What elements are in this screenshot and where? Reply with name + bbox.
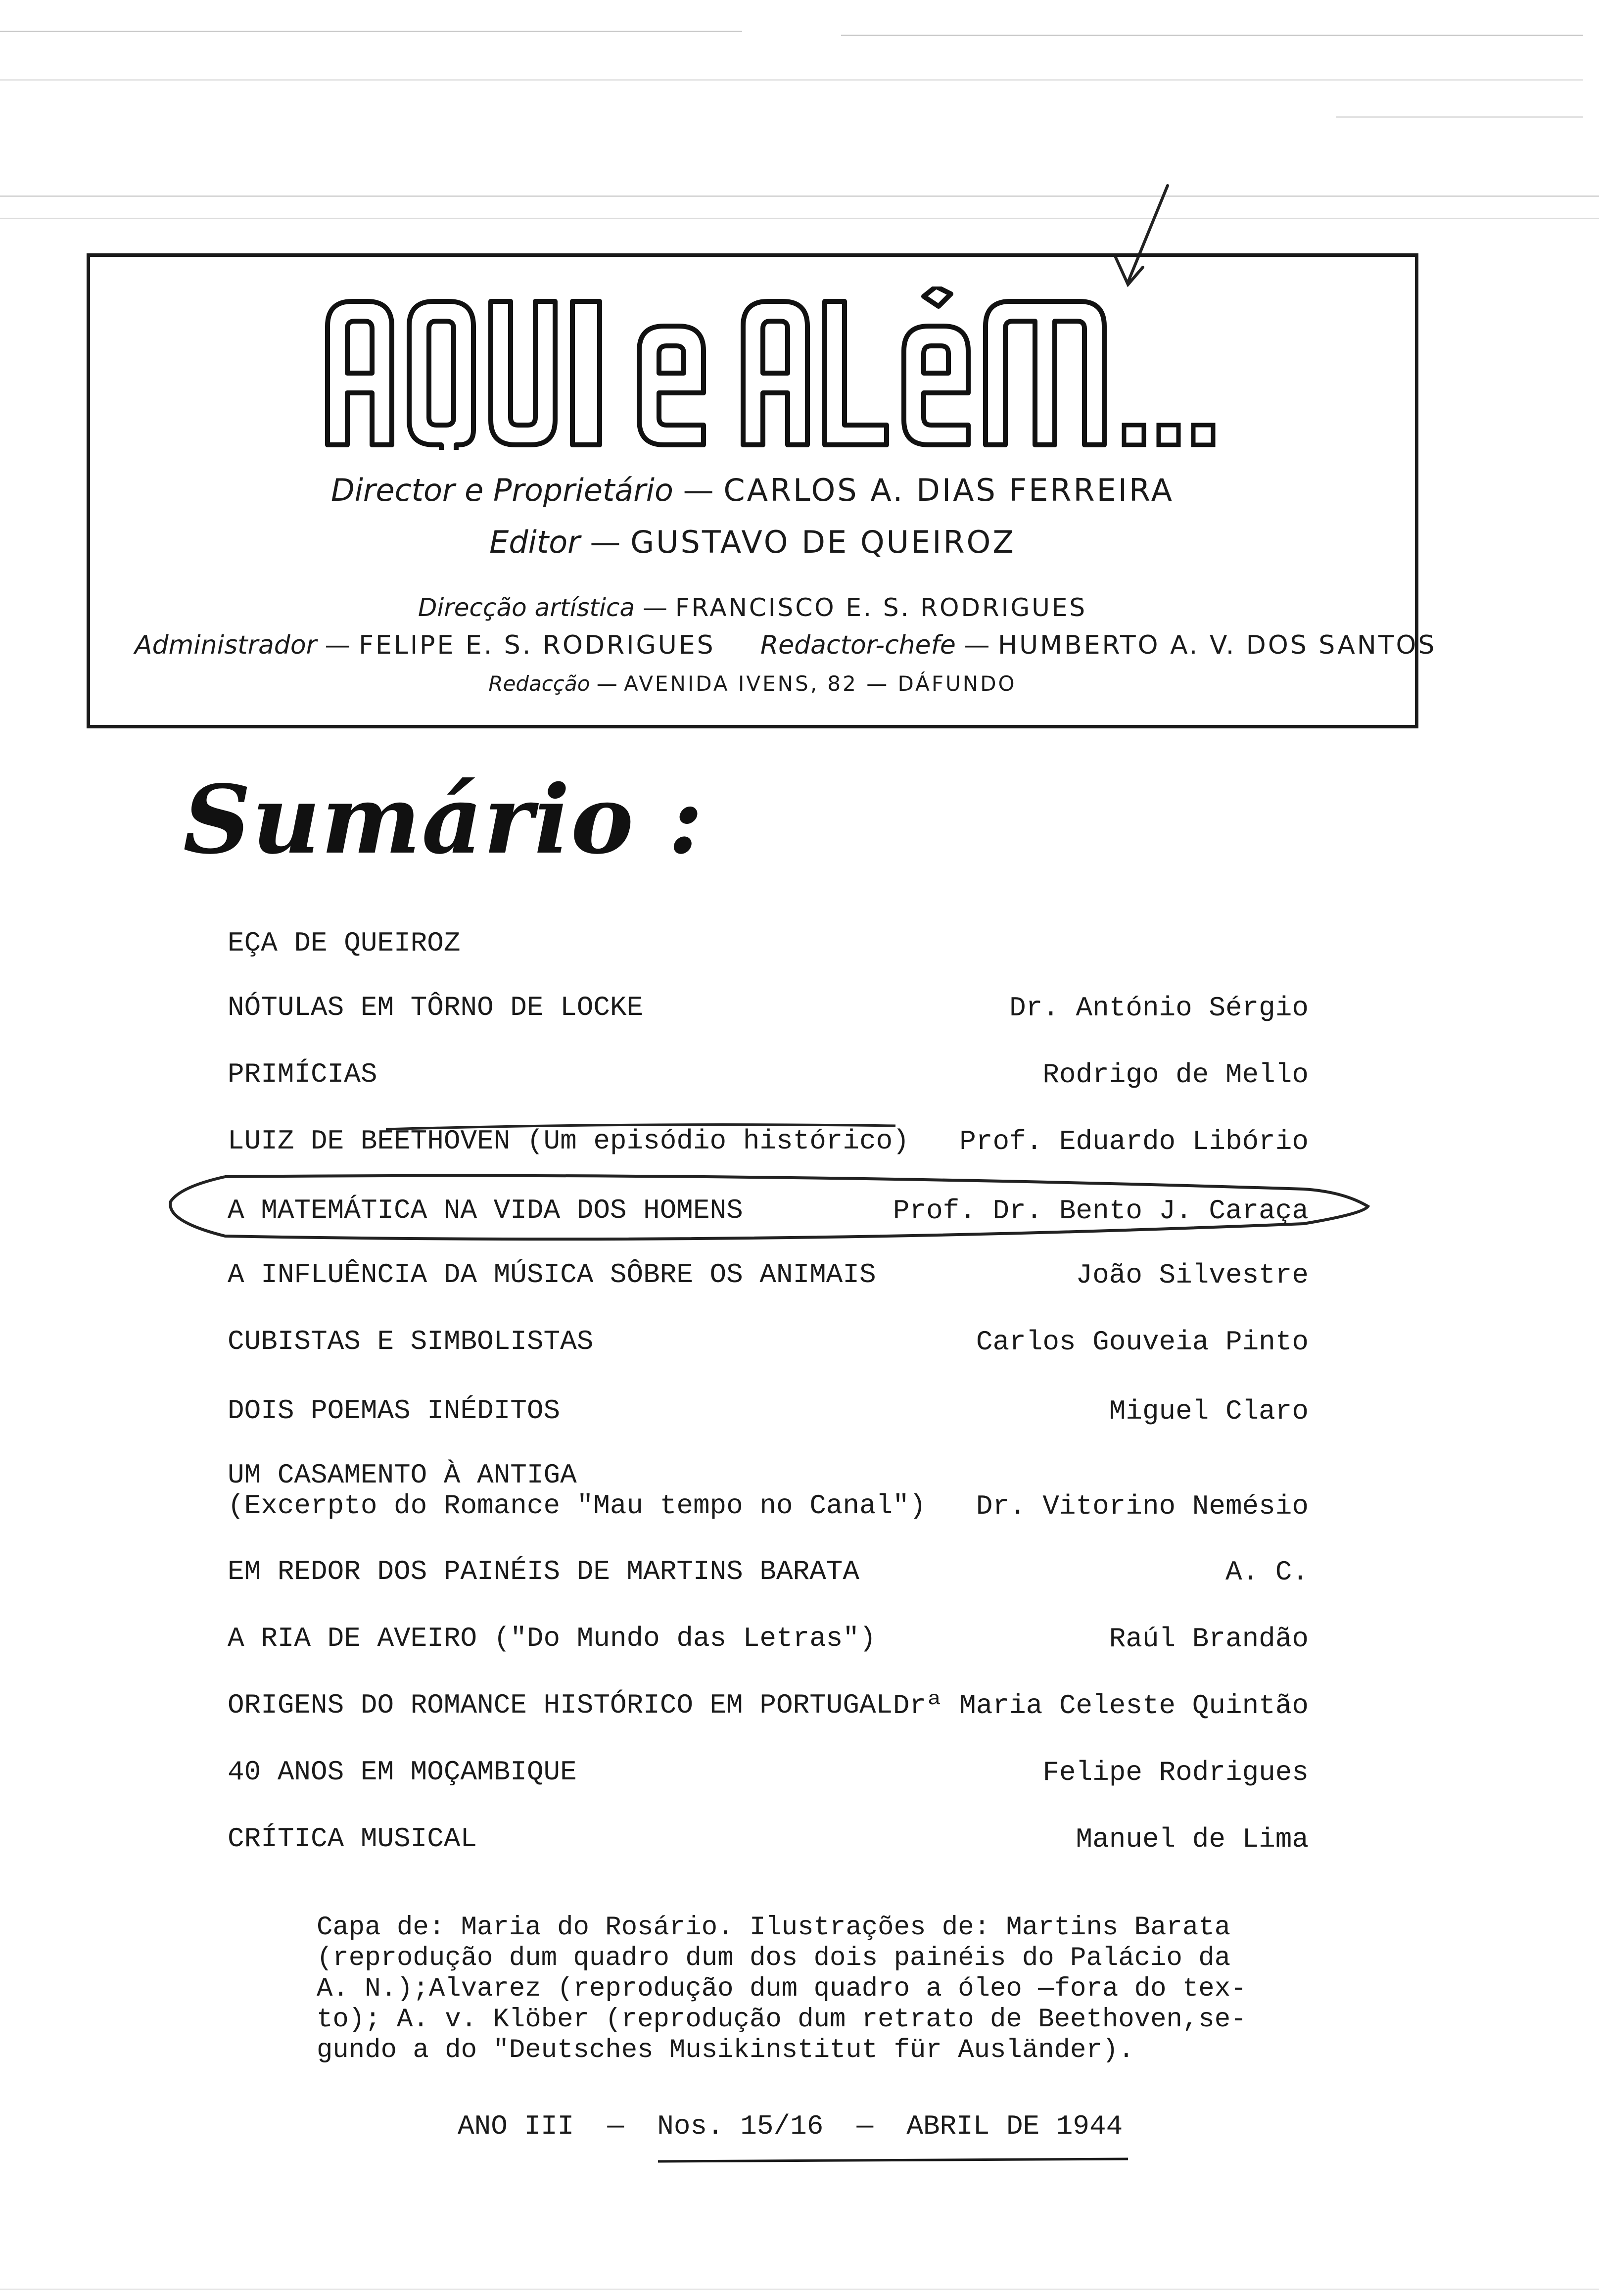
- scan-artifact: [0, 218, 1599, 219]
- scan-artifact: [0, 79, 1583, 81]
- illustration-credits: Capa de: Maria do Rosário. Ilustrações de: Martins Barata (reprodução dum quadro dum dos dois painéis do Palácio da A. N.);Alvarez (reprodução dum quadro a óleo —fora do tex- to); A. v. Klöber (reprodução dum retrato de Beethoven,se- gundo a do "Deutsches Musikinstitut für Ausländer).: [317, 1913, 1247, 2065]
- toc-item-author: Felipe Rodrigues: [1042, 1757, 1309, 1788]
- dash: —: [964, 630, 990, 660]
- toc-item-author: João Silvestre: [1076, 1259, 1309, 1291]
- dash: —: [325, 630, 351, 660]
- chief-name: HUMBERTO A. V. DOS SANTOS: [998, 630, 1437, 660]
- admin-name: FELIPE E. S. RODRIGUES: [359, 630, 715, 660]
- toc-item-title: DOIS POEMAS INÉDITOS: [228, 1395, 561, 1427]
- art-direction-line: [90, 593, 1415, 622]
- toc-item-author: Prof. Eduardo Libório: [959, 1126, 1309, 1157]
- masthead-box: [87, 253, 1437, 728]
- toc-item-title: EM REDOR DOS PAINÉIS DE MARTINS BARATA: [228, 1556, 860, 1587]
- dash: —: [596, 671, 617, 696]
- address: AVENIDA IVENS, 82 — DÁFUNDO: [624, 671, 1017, 696]
- art-name: FRANCISCO E. S. RODRIGUES: [675, 593, 1087, 622]
- toc-item-author: Prof. Dr. Bento J. Caraça: [893, 1195, 1309, 1227]
- toc-item-author: Dr. Vitorino Nemésio: [976, 1490, 1309, 1522]
- toc-item-title: UM CASAMENTO À ANTIGA (Excerpto do Romance "Mau tempo no Canal"): [228, 1459, 926, 1522]
- toc-item-author: Drª Maria Celeste Quintão: [893, 1690, 1309, 1722]
- scan-artifact: [0, 31, 742, 32]
- dash: —: [683, 472, 714, 508]
- editor-name: GUSTAVO DE QUEIROZ: [630, 524, 1016, 560]
- aqui-e-alem-logo: [323, 287, 1238, 450]
- toc-item-author: Miguel Claro: [1109, 1395, 1309, 1427]
- toc-item-author: Raúl Brandão: [1109, 1623, 1309, 1655]
- toc-item-title: A INFLUÊNCIA DA MÚSICA SÔBRE OS ANIMAIS: [228, 1259, 876, 1291]
- editor-role: Editor: [489, 524, 580, 560]
- toc-item-author: Manuel de Lima: [1076, 1823, 1309, 1855]
- toc-item-author: A. C.: [1225, 1556, 1309, 1588]
- scan-artifact: [0, 2289, 1599, 2290]
- toc-item-title: LUIZ DE BEETHOVEN (Um episódio histórico): [228, 1125, 909, 1157]
- toc-item-title: 40 ANOS EM MOÇAMBIQUE: [228, 1756, 577, 1788]
- editor-line: [90, 524, 1415, 560]
- toc-item-author: Dr. António Sérgio: [1009, 992, 1309, 1024]
- toc-item-title: A MATEMÁTICA NA VIDA DOS HOMENS: [228, 1195, 743, 1226]
- toc-item-author: Rodrigo de Mello: [1042, 1059, 1309, 1091]
- director-name: CARLOS A. DIAS FERREIRA: [723, 472, 1175, 508]
- art-role: Direcção artística: [418, 593, 635, 622]
- toc-item-title: NÓTULAS EM TÔRNO DE LOCKE: [228, 992, 644, 1023]
- toc-item-title: CUBISTAS E SIMBOLISTAS: [228, 1326, 594, 1357]
- chief-credit: [760, 630, 1436, 660]
- director-line: [90, 472, 1415, 508]
- dash: —: [642, 593, 667, 622]
- masthead-logo: [323, 287, 1238, 450]
- toc-item-title: EÇA DE QUEIROZ: [228, 927, 461, 959]
- toc-item-title: A RIA DE AVEIRO ("Do Mundo das Letras"): [228, 1623, 876, 1654]
- address-line: [90, 671, 1415, 696]
- chief-role: Redactor-chefe: [760, 630, 956, 660]
- scan-artifact: [841, 35, 1583, 36]
- admin-role: Administrador: [135, 630, 317, 660]
- sumario-heading: Sumário :: [183, 765, 704, 875]
- director-role: Director e Proprietário: [330, 472, 673, 508]
- toc-item-title: CRÍTICA MUSICAL: [228, 1823, 477, 1855]
- address-role: Redacção: [488, 671, 590, 696]
- handwritten-underline: [658, 2158, 1128, 2163]
- issue-info: ANO III — Nos. 15/16 — ABRIL DE 1944: [458, 2110, 1123, 2142]
- scan-artifact: [0, 195, 1599, 197]
- toc-item-title: PRIMÍCIAS: [228, 1058, 377, 1090]
- toc-item-author: Carlos Gouveia Pinto: [976, 1326, 1309, 1358]
- admin-credit: [135, 630, 715, 660]
- toc-item-title: ORIGENS DO ROMANCE HISTÓRICO EM PORTUGAL: [228, 1689, 893, 1721]
- scan-artifact: [1336, 116, 1583, 118]
- dash: —: [590, 524, 621, 560]
